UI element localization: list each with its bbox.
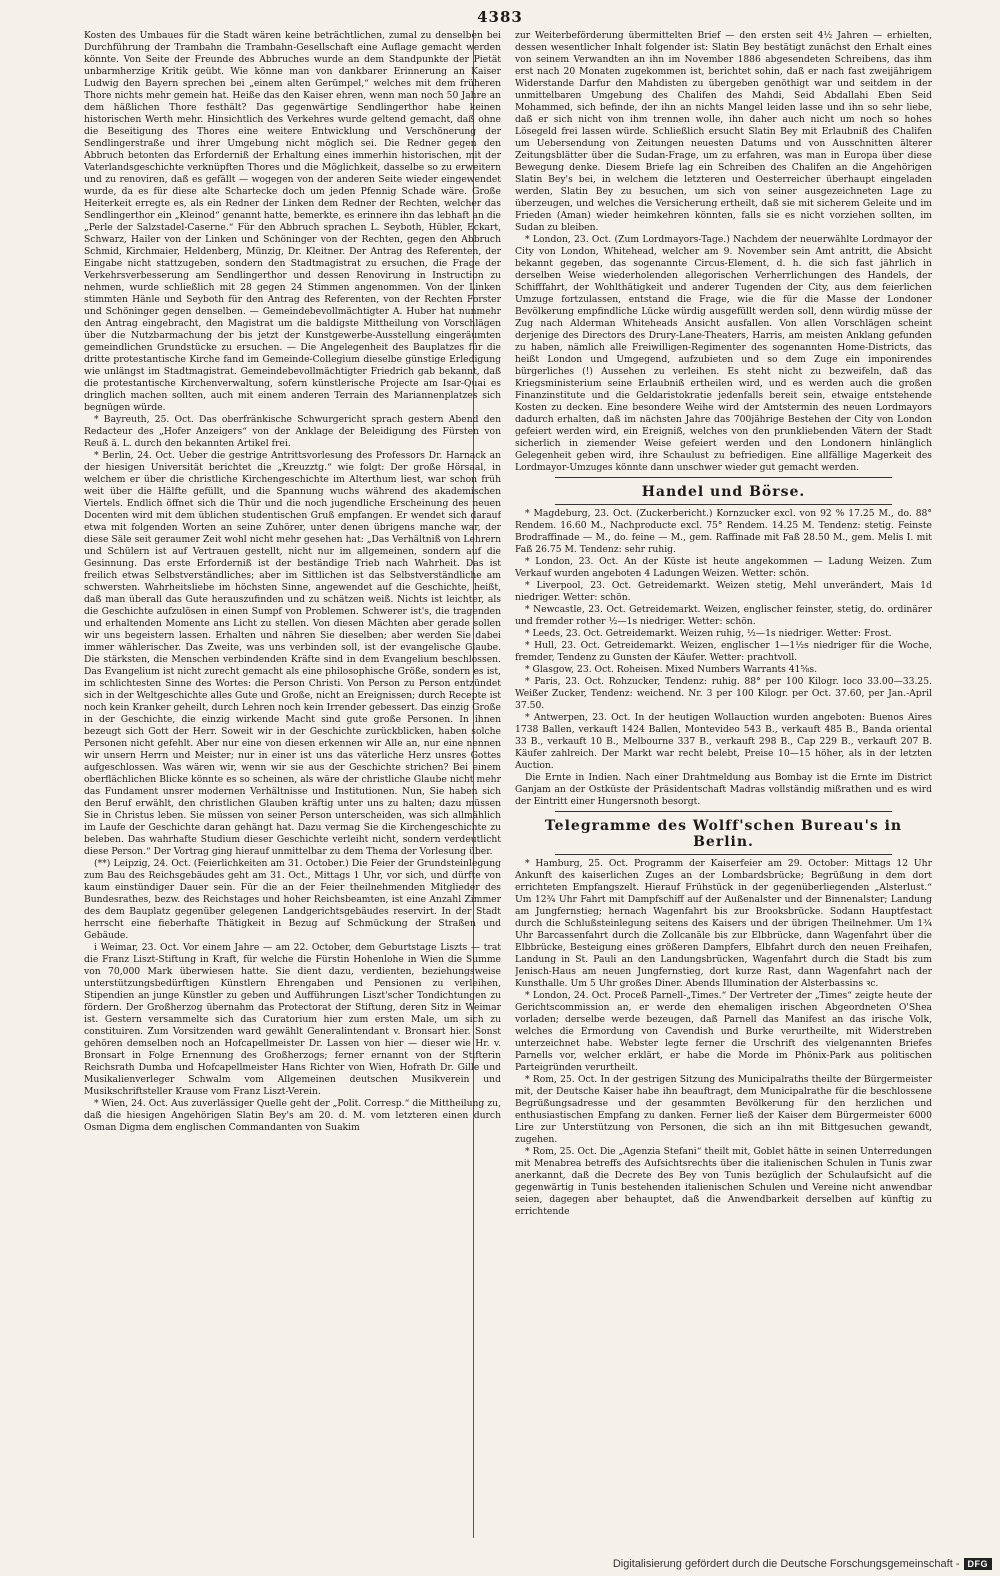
market-report: * Paris, 23. Oct. Rohzucker, Tendenz: ruhig. 88° per 100 Kilogr. loco 33.00—33.25. Weißer Zucker, Tendenz: weichend. Nr. 3 per 100 Kilogr. per Oct. 37.60, per Jan.-April 37.50.: [515, 676, 932, 711]
telegram-item: * Rom, 25. Oct. Die „Agenzia Stefani“ theilt mit, Goblet hätte in seinen Unterredungen mit Menabrea betreffs des Aufsichtsrechts über die italienischen Schulen in Tunis zwar anerkannt, daß die Decrete des Bey von Tunis bezüglich der Schulaufsicht auf die gegenwärtig in Tunis bestehenden italienischen Schulen und Vereine nicht anwendbar seien, dagegen aber behauptet, daß die Anwendbarkeit derselben auf künftig zu errichtende: [515, 1146, 932, 1217]
article-paragraph: zur Weiterbeförderung übermittelten Brief — den ersten seit 4½ Jahren — erhielten, dessen wesentlicher Inhalt folgender ist: Slatin Bey bestätigt zunächst den Erhalt eines von seinem Verwandten an ihn im November 1886 abgesendeten Schreibens, das ihm erst nach 20 Monaten zugekommen ist, berichtet sohin, daß er nach fast zweijährigem Widerstande Darfur den Mahdisten zu übergeben genöthigt war und seitdem in der unmittelbaren Umgebung des Chalifen des Mahdi, Seid Abdallahi Eben Seid Mohammed, sich befinde, der ihn an nichts Mangel leiden lasse und ihn so sehr liebe, daß er sich nicht von ihm trennen wolle, ihn daher auch nicht um noch so hohes Lösegeld frei lassen würde. Schließlich ersucht Slatin Bey mit Erlaubniß des Chalifen um Uebersendung von Zeitungen neuesten Datums und von Ausschnitten älterer Zeitungsblätter über die Sudan-Frage, um zu erfahren, was man in Europa über diese Bewegung denke. Diesem Briefe lag ein Schreiben des Chalifen an die Angehörigen Slatin Bey's bei, in welchem die letzteren und Oesterreicher überhaupt eingeladen werden, Slatin Bey zu besuchen, um sich von seiner ausgezeichneten Lage zu überzeugen, und welches die Versicherung ertheilt, daß sie mit sicherem Geleite und im Frieden (Aman) wieder heimkehren könnten, falls sie es nicht vorziehen sollten, im Sudan zu bleiben.: [515, 30, 932, 233]
section-rule: [555, 477, 892, 478]
newspaper-columns: [84, 30, 932, 1540]
article-paragraph: i Weimar, 23. Oct. Vor einem Jahre — am 22. October, dem Geburtstage Liszts — trat die Franz Liszt-Stiftung in Kraft, für welche die Fürstin Hohenlohe in Wien die Summe von 70,000 Mark überwiesen hatte. Sie dient dazu, verdienten, beziehungsweise unterstützungsbedürftigen Künstlern Ehrengaben und Pensionen zu verleihen, Stipendien an junge Künstler zu geben und Aufführungen Liszt'scher Tondichtungen zu fördern. Der Großherzog übernahm das Protectorat der Stiftung, deren Sitz in Weimar ist. Gestern versammelte sich das Curatorium hier zum ersten Male, um sich zu constituiren. Zum Vorsitzenden ward gewählt Generalintendant v. Bronsart hier. Sonst gehören demselben noch an Hofcapellmeister Dr. Lassen von hier — dieser wie Hr. v. Bronsart in Folge Ernennung des Großherzogs; ferner ernannt von der Stifterin Reichsrath Dumba und Hofcapellmeister Hans Richter von Wien, Hofrath Dr. Gille und Musikalienverleger Schwalm vom Allgemeinen deutschen Musikverein und Musikschriftsteller Krause vom Franz Liszt-Verein.: [84, 942, 501, 1097]
section-rule: [555, 811, 892, 812]
left-column: [84, 30, 501, 1540]
market-report: Die Ernte in Indien. Nach einer Drahtmeldung aus Bombay ist die Ernte im District Ganjam an der Ostküste der Präsidentschaft Madras vollständig mißrathen und es wird der Eintritt einer Hungersnoth besorgt.: [515, 772, 932, 807]
article-paragraph: * London, 23. Oct. (Zum Lordmayors-Tage.) Nachdem der neuerwählte Lordmayor der City von London, Whitehead, welcher am 9. November sein Amt antritt, die Absicht bekannt gegeben, das sogenannte Circus-Element, d. h. die sich fast jährlich in derselben Weise wiederholenden allegorischen Verherrlichungen des Handels, der Schifffahrt, der Wohlthätigkeit und anderer Tugenden der City, aus dem feierlichen Umzuge fortzulassen, entstand die Frage, wie die für die Masse der Londoner Bevölkerung empfindliche Lücke würdig ausgefüllt werden soll, denn würdig müsse der Zug nach Alderman Whiteheads Ansicht ausfallen. Von allen Vorschlägen scheint derjenige des Directors des Drury-Lane-Theaters, Harris, am meisten Anklang gefunden zu haben, nämlich alle Freiwilligen-Regimenter des sogenannten Home-Districts, das heißt London und Umgegend, aufzubieten und so dem Zuge ein imponirendes bürgerliches (!) Aussehen zu verleihen. Es steht nicht zu bezweifeln, daß das Kriegsministerium seine Erlaubniß ertheilen wird, und es werden auch die großen Finanzinstitute und die Geldaristokratie jedenfalls bereit sein, etwaige entstehende Kosten zu decken. Eine besondere Weihe wird der Amtstermin des neuen Lordmayors dadurch erhalten, daß im nächsten Jahre das 700jährige Bestehen der City von London gefeiert werden wird, ein Ereigniß, welches von den prunkliebenden Vätern der Stadt sicherlich in ziemender Weise gefeiert werden und den Londonern hinlänglich Gelegenheit geben wird, ihre Schaulust zu befriedigen. Eine allfällige Magerkeit des Lordmayor-Umzuges könnte dann unschwer wieder gut gemacht werden.: [515, 234, 932, 473]
footer-text: Digitalisierung gefördert durch die Deutsche Forschungsgemeinschaft -: [612, 1558, 960, 1570]
telegram-item: * Hamburg, 25. Oct. Programm der Kaiserfeier am 29. October: Mittags 12 Uhr Ankunft des kaiserlichen Zuges an der Lombardsbrücke; Begrüßung in dem dort errichteten Empfangszelt. Hierauf Frühstück in der gegenüberliegenden „Alsterlust.“ Um 12¾ Uhr Fahrt mit Dampfschiff auf der Außenalster und der Binnenalster; Landung am Jungfernstieg; hernach Wagenfahrt bis zur Brooksbrücke. Sodann Hauptfestact durch die Schlußsteinlegung seitens des Kaisers und der übrigen Theilnehmer. Um 1¾ Uhr Barcassenfahrt durch die Zollcanäle bis zur Elbbrücke, dann Wagenfahrt über die Elbbrücke, Besteigung eines größeren Dampfers, Elbfahrt durch den neuen Freihafen, Landung in St. Pauli an den Landungsbrücken, Wagenfahrt durch die Stadt bis zum Jenisch-Haus am neuen Jungfernstieg, dort kurze Rast, dann Wagenfahrt nach der Kunsthalle. Um 5 Uhr großes Diner. Abends Illumination der Alsterbassins ꝛc.: [515, 858, 932, 989]
section-rule: [555, 504, 892, 505]
article-paragraph: * Berlin, 24. Oct. Ueber die gestrige Antrittsvorlesung des Professors Dr. Harnack an der hiesigen Universität berichtet die „Kreuzztg.“ wie folgt: Der große Hörsaal, in welchem er über die christliche Kirchengeschichte im Alterthum liest, war schon früh weit über die Hälfte gefüllt, und die Spannung wuchs während des akademischen Viertels. Endlich öffnet sich die Thür und die noch jugendliche Erscheinung des neuen Docenten wird mit dem üblichen studentischen Gruß empfangen. Er wendet sich darauf etwa mit folgenden Worten an seine Zuhörer, unter denen übrigens manche war, der diese Säle seit geraumer Zeit wohl nicht mehr gesehen hat: „Das Verhältniß von Lehrern und Schülern ist auf Vertrauen gestellt, nicht nur im allgemeinen, sondern auf die Gesinnung. Das erste Erforderniß ist der beständige Trieb nach Wahrheit. Das ist freilich etwas Selbstverständliches; aber im Sittlichen ist das Selbstverständliche am schwersten. Wahrheitsliebe im höchsten Sinne, angewendet auf die Geschichte, heißt, daß man überall das Gute herauszufinden und zu schätzen weiß. Nichts ist leichter, als die Geschichte aufzulösen in einen Sumpf von Problemen. Schwerer ist's, die tragenden und erhaltenden Momente ans Licht zu stellen. Von diesen Mächten aber gerade sollen wir uns begeistern lassen. Erhalten und nähren Sie dieselben; aber werden Sie dabei immer wählerischer. Das Zweite, was uns verbinden soll, ist der evangelische Glaube. Die stärksten, die Menschen verbindenden Kräfte sind in dem Evangelium beschlossen. Das Evangelium ist nicht zurecht gemacht als eine philosophische Größe, sondern es ist, im schlichtesten Sinne des Wortes: die Person Christi. Von Person zu Person entzündet sich in der Weltgeschichte alles Gute und Große, nicht an Ereignissen; durch Recepte ist noch kein Kranker geheilt, durch Lehren noch kein Irrender gebessert. Das einzig Große in der Geschichte, die einzig wirkende Macht sind gute große Personen. In ihnen bezeugt sich Gott der Herr. Soweit wir in der Geschichte zurückblicken, haben solche Personen nicht gefehlt. Aber nur eine von diesen erkennen wir Alle an, nur eine nennen wir unsern Herrn und Meister; nur in einer ist uns das väterliche Herz unsres Gottes aufgeschlossen. Was wären wir, wenn wir sie aus der Geschichte strichen? Bei einem oberflächlichen Blicke könnte es so scheinen, als wäre der christliche Glaube nicht mehr das Fundament unsrer modernen Verhältnisse und Institutionen. Nun, Sie haben sich den Beruf erwählt, den christlichen Glauben kräftig unter uns zu halten; dazu müssen Sie in Christus leben. Sie müssen von seiner Person unterscheiden, was sich allmählich im Laufe der Geschichte daran gehängt hat. Dazu vermag Sie die Kirchengeschichte zu beleben. Das wahrhafte Studium dieser Geschichte verleiht nicht, sondern verdeutlicht diese Person.“ Der Vortrag ging hierauf unmittelbar zu dem Thema der Vorlesung über.: [84, 450, 501, 857]
section-heading-telegramme: Telegramme des Wolff'schen Bureau's in Berlin.: [544, 818, 903, 850]
telegram-item: * London, 24. Oct. Proceß Parnell-„Times.“ Der Vertreter der „Times“ zeigte heute der Gerichtscommission an, er werde den ehemaligen irischen Abgeordneten O'Shea vorladen; derselbe werde bezeugen, daß Parnell das Manifest an das irische Volk, welches die Ermordung von Cavendish und Burke verurtheilte, mit Widerstreben unterzeichnet habe. Webster legte ferner die Urschrift des vielgenannten Briefes Parnells vor, welcher erklärt, er habe die Morde im Phönix-Park aus politischen Parteigründen verurtheilt.: [515, 990, 932, 1073]
market-report: * Magdeburg, 23. Oct. (Zuckerbericht.) Kornzucker excl. von 92 % 17.25 M., do. 88° Rendem. 16.60 M., Nachproducte excl. 75° Rendem. 14.25 M. Tendenz: stetig. Feinste Brodraffinade — M., do. feine — M., gem. Raffinade mit Faß 28.50 M., gem. Melis I. mit Faß 26.75 M. Tendenz: sehr ruhig.: [515, 508, 932, 555]
section-heading-handel: Handel und Börse.: [641, 484, 806, 500]
market-report: * Hull, 23. Oct. Getreidemarkt. Weizen, englischer 1—1½s niedriger für die Woche, fremder, Tendenz zu Gunsten der Käufer. Wetter: prachtvoll.: [515, 640, 932, 663]
market-report: * Antwerpen, 23. Oct. In der heutigen Wollauction wurden angeboten: Buenos Aires 1738 Ballen, verkauft 1424 Ballen, Montevideo 543 B., verkauft 485 B., Banda oriental 33 B., verkauft 10 B., Melbourne 337 B., verkauft 298 B., Cap 229 B., verkauft 207 B. Käufer zahlreich. Der Markt war recht belebt, Preise 10—15 höher, als in der letzten Auction.: [515, 712, 932, 771]
market-report: * London, 23. Oct. An der Küste ist heute angekommen — Ladung Weizen. Zum Verkauf wurden angeboten 4 Ladungen Weizen. Wetter: schön.: [515, 556, 932, 579]
market-report: * Liverpool, 23. Oct. Getreidemarkt. Weizen stetig, Mehl unverändert, Mais 1d niedriger. Wetter: schön.: [515, 580, 932, 603]
telegram-item: * Rom, 25. Oct. In der gestrigen Sitzung des Municipalraths theilte der Bürgermeister mit, der Deutsche Kaiser habe ihn beauftragt, dem Municipalrathe für die beschlossene Begrüßungsadresse und der gesammten Bevölkerung für den herzlichen und enthusiastischen Empfang zu danken. Ferner ließ der Kaiser dem Bürgermeister 6000 Lire zur Unterstützung von Personen, die sich an ihn mit Bittgesuchen gewandt, zugehen.: [515, 1074, 932, 1145]
section-rule: [555, 854, 892, 855]
article-paragraph: * Wien, 24. Oct. Aus zuverlässiger Quelle geht der „Polit. Corresp.“ die Mittheilung zu, daß die hiesigen Angehörigen Slatin Bey's am 20. d. M. vom letzteren einen durch Osman Digma dem englischen Commandanten von Suakim: [84, 1098, 501, 1133]
article-paragraph: Kosten des Umbaues für die Stadt wären keine beträchtlichen, zumal zu denselben bei Durchführung der Trambahn die Trambahn-Gesellschaft eine Auflage gemacht werden könnte. Von Seite der Freunde des Abbruches wurde an dem Standpunkte der Pietät unbarmherzige Kritik geübt. Wie könne man von dankbarer Erinnerung an Kaiser Ludwig den Bayern sprechen bei „einem alten Gerümpel,“ welches mit dem früheren Thore nichts mehr gemein hat. Heiße das den Kaiser ehren, wenn man noch 50 Jahre an dem häßlichen Thore festhält? Das gegenwärtige Sendlingerthor habe keinen historischen Werth mehr. Hinsichtlich des Verkehres wurde geltend gemacht, daß ohne die Beseitigung des Thores eine weitere Entwicklung und Verschönerung der Sendlingerstraße und ihrer Umgebung nicht möglich sei. Die Redner gegen den Abbruch betonten das Erforderniß der Erhaltung eines immerhin historischen, mit der Vaterlandsgeschichte verknüpften Thores und die Möglichkeit, dasselbe so zu erweitern und zu renoviren, daß es gefällt — wogegen von der anderen Seite wieder eingewendet wurde, da es für diese alte Schartecke doch um jeden Pfennig Schade wäre. Große Heiterkeit erregte es, als ein Redner der Linken dem Redner der Rechten, welcher das Sendlingerthor ein „Kleinod“ genannt hatte, bemerkte, es erinnere ihn das lebhaft an die „Perle der Salzstadel-Caserne.“ Für den Abbruch sprachen L. Seyboth, Hübler, Eckart, Schwarz, Hailer von der Linken und Schöninger von der Rechten, gegen den Abbruch Schmid, Kirchmaier, Heldenberg, Münzig, Dr. Kleitner. Der Antrag des Referenten, der Eingabe nicht stattzugeben, sondern den Stadtmagistrat zu ersuchen, die Frage der Verkehrsverbesserung am Sendlingerthor und dessen Renovirung in Instruction zu nehmen, wurde schließlich mit 28 gegen 24 Stimmen angenommen. Von der Linken stimmten Hänle und Seyboth für den Antrag des Referenten, von der Rechten Forster und Schöninger gegen denselben. — Gemeindebevollmächtigter A. Huber hat nunmehr den Antrag eingebracht, den Magistrat um die baldigste Mittheilung von Vorschlägen über die Nutzbarmachung der bis jetzt der Kunstgewerbe-Ausstellung eingeräumten gemeindlichen Grundstücke zu ersuchen. — Die Angelegenheit des Bauplatzes für die dritte protestantische Kirche fand im Gemeinde-Collegium dieselbe günstige Erledigung wie unlängst im Stadtmagistrat. Gemeindebevollmächtigter Friedrich gab bekannt, daß die protestantische Kirchenverwaltung, sofern künstlerische Projecte am Isar-Quai es dringlich machen sollten, auch mit einem anderen Terrain des Mariannenplatzes sich begnügen würde.: [84, 30, 501, 413]
digitization-footer: [613, 1558, 992, 1570]
market-report: * Newcastle, 23. Oct. Getreidemarkt. Weizen, englischer feinster, stetig, do. ordinärer und fremder rother ½—1s niedriger. Wetter: schön.: [515, 604, 932, 627]
article-paragraph: * Bayreuth, 25. Oct. Das oberfränkische Schwurgericht sprach gestern Abend den Redacteur des „Hofer Anzeigers“ von der Anklage der Beleidigung des Fürsten von Reuß ä. L. durch den bekannten Artikel frei.: [84, 414, 501, 449]
page-number: 4383: [477, 8, 523, 26]
dfg-logo[interactable]: DFG: [964, 1558, 993, 1570]
market-report: * Leeds, 23. Oct. Getreidemarkt. Weizen ruhig, ½—1s niedriger. Wetter: Frost.: [525, 628, 892, 639]
market-report: * Glasgow, 23. Oct. Roheisen. Mixed Numbers Warrants 41⅝s.: [525, 664, 818, 675]
right-column: [515, 30, 932, 1540]
article-paragraph: (**) Leipzig, 24. Oct. (Feierlichkeiten am 31. October.) Die Feier der Grundsteinlegung zum Bau des Reichsgebäudes geht am 31. Oct., Mittags 1 Uhr, vor sich, und dürfte von kaum einstündiger Dauer sein. Für die an der Feier theilnehmenden Mitglieder des Bundesrathes, bezw. des Reichstages und hoher Reichsbeamten, ist eine Anzahl Zimmer des dem Bauplatz gegenüber gelegenen Landgerichtsgebäudes reservirt. In der Stadt herrscht eine fieberhafte Thätigkeit in Bezug auf Schmückung der Straßen und Gebäude.: [84, 858, 501, 941]
